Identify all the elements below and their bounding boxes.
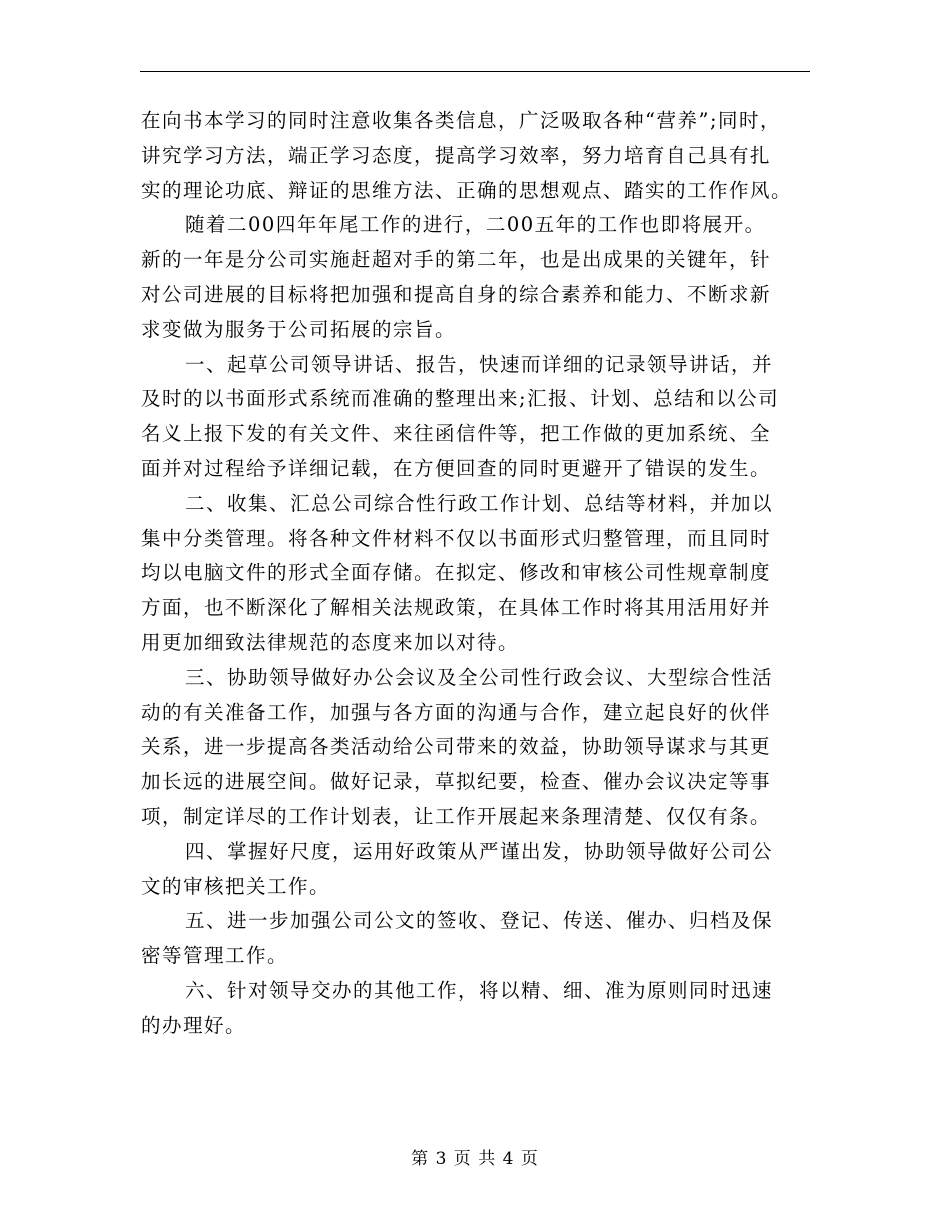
text-line: 及时的以书面形式系统而准确的整理出来;汇报、计划、总结和以公司 (141, 387, 780, 411)
text-line: 三、协助领导做好办公会议及全公司性行政会议、大型综合性活 (185, 665, 774, 689)
header-rule (140, 71, 810, 72)
text-line: 求变做为服务于公司拓展的宗旨。 (141, 317, 457, 341)
text-line: 实的理论功底、辩证的思维方法、正确的思想观点、踏实的工作作风。 (141, 178, 793, 202)
text-line: 五、进一步加强公司公文的签收、登记、传送、催办、归档及保 (185, 909, 774, 933)
text-line: 关系，进一步提高各类活动给公司带来的效益，协助领导谋求与其更 (141, 735, 772, 759)
text-line: 新的一年是分公司实施赶超对手的第二年，也是出成果的关键年，针 (141, 248, 772, 272)
text-line: 集中分类管理。将各种文件材料不仅以书面形式归整管理，而且同时 (141, 526, 772, 550)
text-line: 加长远的进展空间。做好记录，草拟纪要，检查、催办会议决定等事 (141, 770, 772, 794)
text-line: 名义上报下发的有关文件、来往函信件等，把工作做的更加系统、全 (141, 422, 772, 446)
paragraph (141, 835, 821, 905)
text-line: 均以电脑文件的形式全面存储。在拟定、修改和审核公司性规章制度 (141, 561, 772, 585)
page-footer: 第 3 页 共 4 页 (411, 1149, 539, 1169)
text-line: 随着二00四年年尾工作的进行，二00五年的工作也即将展开。 (185, 213, 766, 237)
text-line: 动的有关准备工作，加强与各方面的沟通与合作，建立起良好的伙伴 (141, 700, 772, 724)
text-line: 在向书本学习的同时注意收集各类信息，广泛吸取各种“营养”;同时， (141, 109, 782, 132)
text-line: 的办理好。 (141, 1013, 247, 1037)
text-line: 六、针对领导交办的其他工作，将以精、细、准为原则同时迅速 (185, 978, 774, 1002)
text-line: 方面，也不断深化了解相关法规政策，在具体工作时将其用活用好并 (141, 596, 772, 620)
document-body (141, 104, 821, 1044)
text-line: 项，制定详尽的工作计划表，让工作开展起来条理清楚、仅仅有条。 (141, 804, 772, 828)
text-line: 面并对过程给予详细记载，在方便回查的同时更避开了错误的发生。 (141, 456, 772, 480)
text-line: 一、起草公司领导讲话、报告，快速而详细的记录领导讲话，并 (185, 352, 774, 376)
paragraph (141, 208, 821, 347)
paragraph (141, 487, 821, 661)
paragraph (141, 974, 821, 1044)
text-line: 四、掌握好尺度，运用好政策从严谨出发，协助领导做好公司公 (185, 839, 774, 863)
paragraph (141, 348, 821, 487)
text-line: 密等管理工作。 (141, 944, 289, 968)
text-line: 讲究学习方法，端正学习态度，提高学习效率，努力培育自己具有扎 (141, 143, 772, 167)
paragraph (141, 104, 821, 208)
text-line: 对公司进展的目标将把加强和提高自身的综合素养和能力、不断求新 (141, 282, 772, 306)
text-line: 二、收集、汇总公司综合性行政工作计划、总结等材料，并加以 (185, 491, 774, 515)
paragraph (141, 661, 821, 835)
text-line: 文的审核把关工作。 (141, 874, 331, 898)
paragraph (141, 904, 821, 974)
text-line: 用更加细致法律规范的态度来加以对待。 (141, 630, 520, 654)
